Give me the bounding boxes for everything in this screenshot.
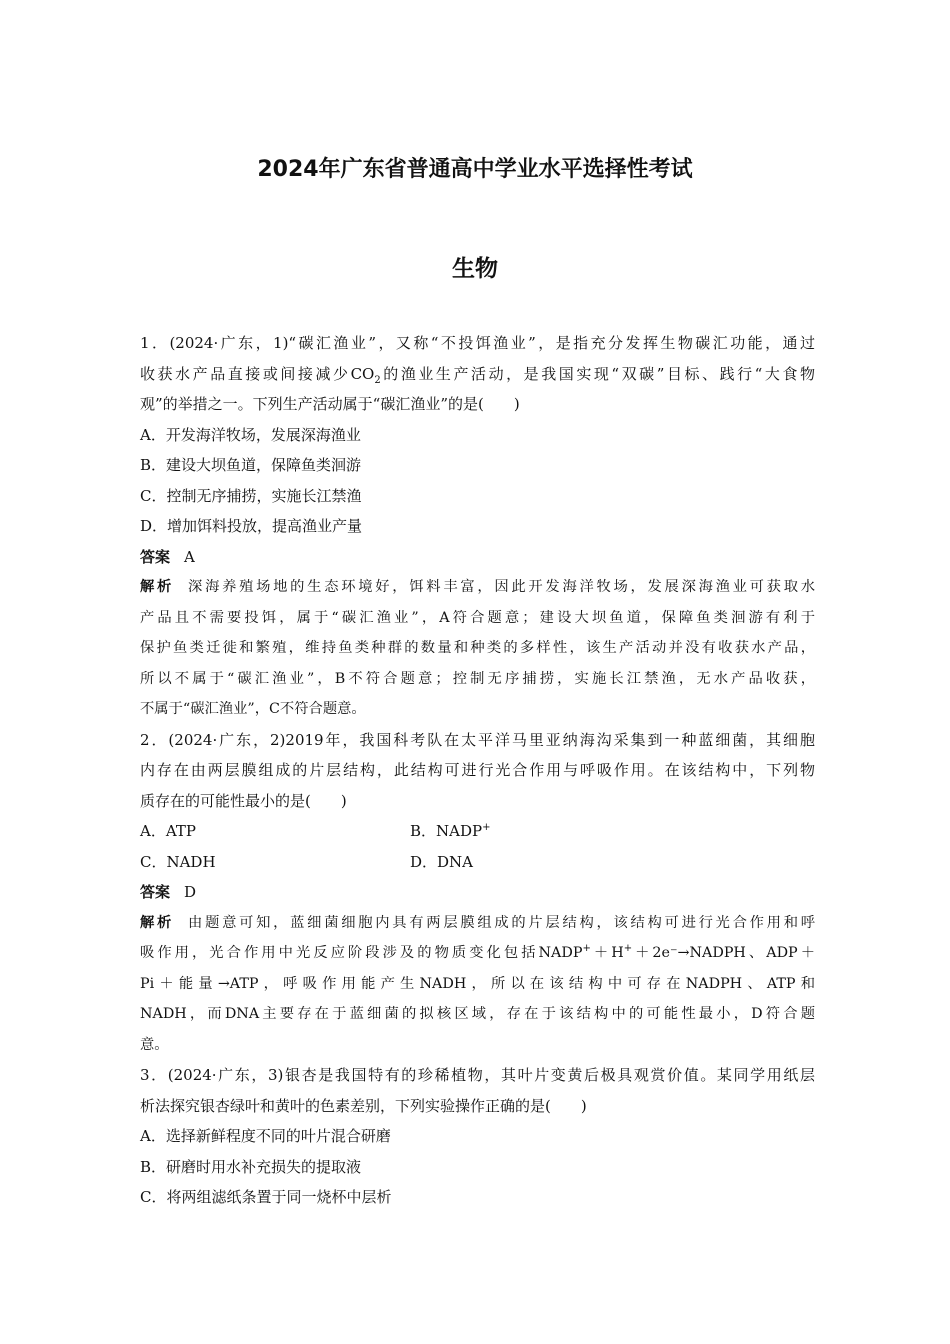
document-body (140, 328, 815, 1213)
q2-explanation-line-4: NADH，而DNA主要存在于蓝细菌的拟核区域，存在于该结构中的可能性最小，D符合题 (140, 1006, 815, 1022)
q2-options-row-2 (140, 847, 815, 878)
q2-option-b-text: B．NADP (410, 822, 483, 840)
q1-answer (140, 542, 815, 573)
q1-explanation-line-3: 保护鱼类迁徙和繁殖，维持鱼类种群的数量和种类的多样性，该生产活动并没有收获水产品， (140, 640, 815, 656)
q2-explanation-line-2 (140, 938, 815, 969)
q3-option-a: A．选择新鲜程度不同的叶片混合研磨 (140, 1127, 391, 1145)
answer-label: 答案 (140, 883, 171, 901)
q2-explanation-line-5: 意。 (140, 1036, 169, 1053)
q2-options-row-1 (140, 816, 815, 847)
q1-answer-value: A (184, 547, 195, 566)
q2-explanation-line-3: Pi＋能量→ATP，呼吸作用能产生NADH，所以在该结构中可存在NADPH、ATP和 (140, 975, 815, 992)
co2-subscript: 2 (374, 374, 381, 386)
q2-option-c: C．NADH (140, 852, 216, 871)
q2-stem-line-2: 内存在由两层膜组成的片层结构，此结构可进行光合作用与呼吸作用。在该结构中，下列物 (140, 761, 815, 779)
q2-expl-2a: 吸作用，光合作用中光反应阶段涉及的物质变化包括NADP (140, 945, 583, 961)
nadp-superscript: + (582, 943, 591, 955)
q1-stem-line-3: 观”的举措之一。下列生产活动属于“碳汇渔业”的是( ) (140, 395, 520, 413)
q3-stem-line-1: 3．(2024·广东，3)银杏是我国特有的珍稀植物，其叶片变黄后极具观赏价值。某同学用纸层 (140, 1066, 815, 1084)
nadp-superscript: + (482, 822, 491, 833)
q2-option-d: D．DNA (410, 852, 474, 871)
q1-stem-line-1: 1．(2024·广东，1)“碳汇渔业”，又称“不投饵渔业”，是指充分发挥生物碳汇功能，通过 (140, 334, 815, 352)
q2-stem-line-1: 2．(2024·广东，2)2019年，我国科考队在太平洋马里亚纳海沟采集到一种蓝细菌，其细胞 (140, 730, 815, 749)
q2-option-a: A．ATP (140, 822, 196, 840)
q2-expl-1: 由题意可知，蓝细菌细胞内具有两层膜组成的片层结构，该结构可进行光合作用和呼 (188, 914, 815, 931)
q2-option-b (410, 816, 491, 847)
explanation-label: 解析 (140, 579, 175, 595)
q3-stem-line-2: 析法探究银杏绿叶和黄叶的色素差别，下列实验操作正确的是( ) (140, 1096, 587, 1115)
q1-option-d: D．增加饵料投放，提高渔业产量 (140, 517, 363, 535)
q2-answer-value: D (184, 883, 197, 901)
q2-expl-2c: ＋2e⁻→NADPH、ADP＋ (632, 945, 815, 961)
q1-option-a: A．开发海洋牧场，发展深海渔业 (140, 425, 361, 444)
answer-label: 答案 (140, 547, 171, 566)
q2-expl-2b: ＋H (590, 945, 624, 961)
exam-title: 2024年广东省普通高中学业水平选择性考试 (257, 157, 693, 182)
q2-explanation-line-1 (140, 908, 815, 939)
subject-title: 生物 (452, 256, 498, 282)
q1-stem-line-2 (140, 359, 815, 390)
q1-option-c: C．控制无序捕捞，实施长江禁渔 (140, 486, 362, 505)
explanation-label: 解析 (140, 914, 175, 931)
q1-explanation-line-1 (140, 572, 815, 603)
q2-answer (140, 877, 815, 908)
h-superscript: + (623, 943, 633, 955)
q1-stem-2b: 的渔业生产活动，是我国实现“双碳”目标、践行“大食物 (380, 364, 815, 383)
q3-option-c: C．将两组滤纸条置于同一烧杯中层析 (140, 1188, 392, 1206)
q3-option-b: B．研磨时用水补充损失的提取液 (140, 1157, 362, 1176)
q1-explanation-line-4: 所以不属于“碳汇渔业”，B不符合题意；控制无序捕捞，实施长江禁渔，无水产品收获， (140, 670, 815, 687)
q1-stem-2a: 收获水产品直接或间接减少CO (140, 364, 375, 383)
q1-expl-1: 深海养殖场地的生态环境好，饵料丰富，因此开发海洋牧场，发展深海渔业可获取水 (188, 579, 815, 595)
q1-explanation-line-5: 不属于“碳汇渔业”，C不符合题意。 (140, 701, 366, 717)
q1-explanation-line-2: 产品且不需要投饵，属于“碳汇渔业”，A符合题意；建设大坝鱼道，保障鱼类洄游有利于 (140, 609, 815, 626)
q2-stem-line-3: 质存在的可能性最小的是( ) (140, 791, 347, 810)
q1-option-b: B．建设大坝鱼道，保障鱼类洄游 (140, 456, 362, 474)
